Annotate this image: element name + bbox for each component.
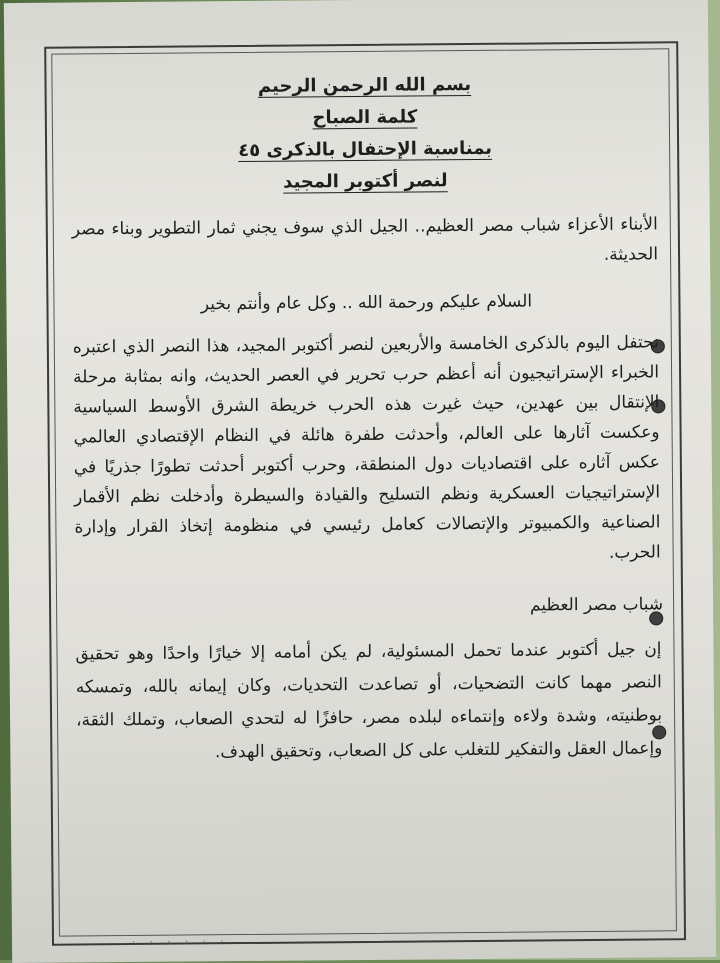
subject-line: لنصر أكتوبر المجيد xyxy=(283,170,448,193)
closing-paragraph: إن جيل أكتوبر عندما تحمل المسئولية، لم يكن أمامه إلا خيارًا واحدًا وهو تحقيق النصر مهما كانت التضحيات، أو تصاعدت التحديات، وكان إيمانه بالله، وتمسكه بوطنيته، وشدة ولاءه وإنتماءه لبلده مصر، حافزًا له لتحدي الصعاب، وتملك الثقة، وإعمال العقل والتفكير للتغلب على كل الصعاب، وتحقيق الهدف. xyxy=(75,639,663,763)
occasion-line: بمناسبة الإحتفال بالذكرى ٤٥ xyxy=(238,137,493,162)
intro-paragraph: الأبناء الأعزاء شباب مصر العظيم.. الجيل الذي سوف يجني ثمار التطوير وبناء مصر الحديثة. xyxy=(71,214,659,265)
page-title: كلمة الصباح xyxy=(312,106,418,129)
title-block xyxy=(64,67,665,200)
greeting: السلام عليكم ورحمة الله .. وكل عام وأنتم بخير xyxy=(200,291,533,315)
document-content xyxy=(64,57,672,932)
basmala: بسم الله الرحمن الرحيم xyxy=(257,74,472,97)
subheading: شباب مصر العظيم xyxy=(529,594,664,616)
main-paragraph: نحتفل اليوم بالذكرى الخامسة والأربعين لنصر أكتوبر المجيد، هذا النصر الذي اعتبره الخبراء الإستراتيجيون أنه أعظم حرب تحرير في العصر الحديث، وانه بمثابة مرحلة الإنتقال بين عهدين، حيث غيرت هذه الحرب خريطة الشرق الأوسط السياسية وعكست آثارها على العالم، وأحدثت طفرة هائلة في النظام الإقتصادي العالمي عكس آثاره على اقتصاديات دول المنطقة، وحرب أكتوبر أحدثت تطورًا جذريًا في الإستراتيجيات العسكرية ونظم التسليح والقيادة والسيطرة وأدخلت نظم الأقمار الصناعية والكمبيوتر والإتصالات كعامل رئيسي في منظومة إتخاذ القرار وإدارة الحرب. xyxy=(72,332,661,563)
bottom-edge-marks: · · · · · · xyxy=(131,937,230,949)
paper-sheet xyxy=(4,0,716,963)
